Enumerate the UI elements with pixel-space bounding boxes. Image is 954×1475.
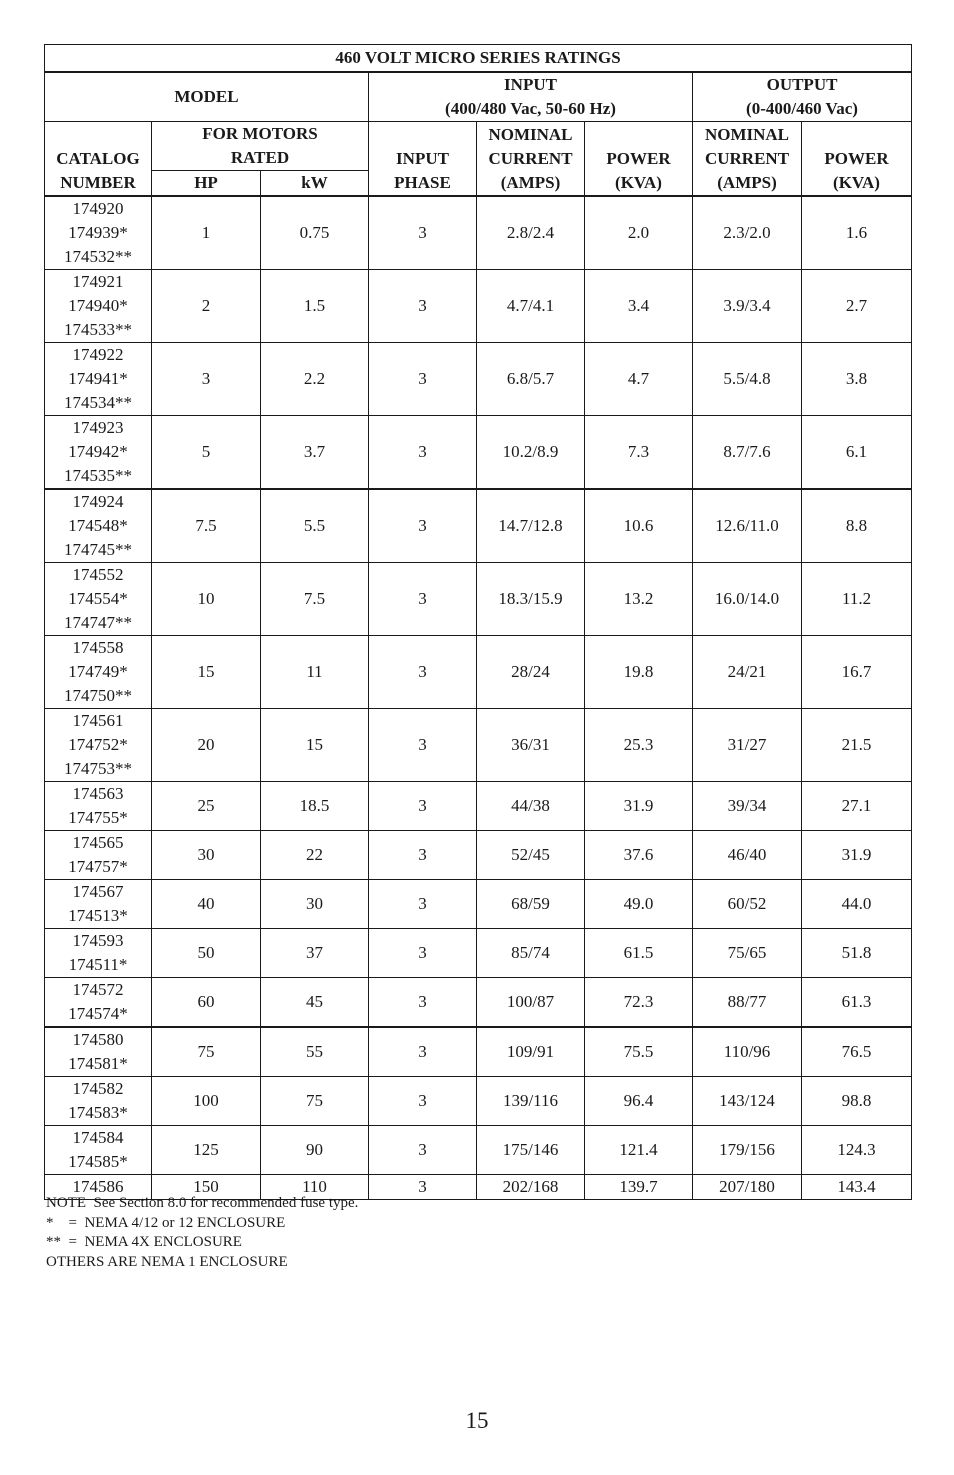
input-phase-value: 3 xyxy=(369,489,477,563)
input-phase-value: 3 xyxy=(369,781,477,830)
catalog-number: 174921 xyxy=(72,271,124,291)
catalog-number: 174565 xyxy=(72,832,124,852)
catalog-number: 174942* xyxy=(68,441,128,461)
catalog-number: 174561 xyxy=(72,710,124,730)
input-current-value: 4.7/4.1 xyxy=(477,269,585,342)
input-phase-value: 3 xyxy=(369,879,477,928)
catalog-number-cell xyxy=(45,928,152,977)
input-phase-value: 3 xyxy=(369,635,477,708)
input-power-value: 37.6 xyxy=(585,830,693,879)
catalog-number-cell xyxy=(45,977,152,1027)
catalog-number-cell xyxy=(45,1027,152,1077)
input-current-value: 109/91 xyxy=(477,1027,585,1077)
table-row xyxy=(45,489,912,563)
input-current-value: 44/38 xyxy=(477,781,585,830)
output-current-value: 143/124 xyxy=(693,1076,802,1125)
input-current-value: 52/45 xyxy=(477,830,585,879)
catalog-number: 174548* xyxy=(68,515,128,535)
table-row xyxy=(45,977,912,1027)
input-power-value: 2.0 xyxy=(585,196,693,270)
input-power-value: 3.4 xyxy=(585,269,693,342)
catalog-number-cell xyxy=(45,342,152,415)
input-phase-header: INPUT PHASE xyxy=(369,121,477,196)
kw-value: 90 xyxy=(261,1125,369,1174)
table-row xyxy=(45,269,912,342)
table-notes xyxy=(46,1194,358,1272)
hp-value: 75 xyxy=(152,1027,261,1077)
output-power-value: 143.4 xyxy=(802,1174,912,1199)
input-power-value: 96.4 xyxy=(585,1076,693,1125)
note-single-star: * = NEMA 4/12 or 12 ENCLOSURE xyxy=(46,1214,286,1231)
input-current-value: 100/87 xyxy=(477,977,585,1027)
table-row xyxy=(45,928,912,977)
kw-value: 45 xyxy=(261,977,369,1027)
input-power-value: 75.5 xyxy=(585,1027,693,1077)
input-phase-value: 3 xyxy=(369,562,477,635)
output-current-value: 179/156 xyxy=(693,1125,802,1174)
output-power-value: 2.7 xyxy=(802,269,912,342)
input-phase-value: 3 xyxy=(369,928,477,977)
kw-value: 2.2 xyxy=(261,342,369,415)
table-row xyxy=(45,1076,912,1125)
output-current-value: 46/40 xyxy=(693,830,802,879)
output-power-value: 11.2 xyxy=(802,562,912,635)
output-current-value: 31/27 xyxy=(693,708,802,781)
output-current-value: 16.0/14.0 xyxy=(693,562,802,635)
output-current-value: 2.3/2.0 xyxy=(693,196,802,270)
output-current-value: 5.5/4.8 xyxy=(693,342,802,415)
kw-value: 15 xyxy=(261,708,369,781)
input-power-value: 139.7 xyxy=(585,1174,693,1199)
catalog-number: 174593 xyxy=(72,930,124,950)
hp-value: 15 xyxy=(152,635,261,708)
catalog-number: 174511* xyxy=(68,954,128,974)
table-row xyxy=(45,1027,912,1077)
catalog-number: 174513* xyxy=(68,905,128,925)
catalog-number: 174533** xyxy=(64,319,132,339)
kw-value: 110 xyxy=(261,1174,369,1199)
input-power-value: 121.4 xyxy=(585,1125,693,1174)
note-others: OTHERS ARE NEMA 1 ENCLOSURE xyxy=(46,1253,288,1270)
catalog-number: 174552 xyxy=(72,564,124,584)
input-current-value: 18.3/15.9 xyxy=(477,562,585,635)
input-phase-value: 3 xyxy=(369,415,477,489)
input-current-value: 175/146 xyxy=(477,1125,585,1174)
output-power-value: 16.7 xyxy=(802,635,912,708)
hp-value: 100 xyxy=(152,1076,261,1125)
catalog-number-cell xyxy=(45,196,152,270)
input-power-value: 13.2 xyxy=(585,562,693,635)
catalog-number-cell xyxy=(45,1076,152,1125)
output-power-value: 21.5 xyxy=(802,708,912,781)
catalog-number-header: CATALOG NUMBER xyxy=(45,121,152,196)
table-row xyxy=(45,1125,912,1174)
input-current-value: 202/168 xyxy=(477,1174,585,1199)
note-fuse: NOTE See Section 8.0 for recommended fuse type. xyxy=(46,1195,359,1211)
kw-value: 22 xyxy=(261,830,369,879)
output-power-value: 124.3 xyxy=(802,1125,912,1174)
output-power-value: 98.8 xyxy=(802,1076,912,1125)
input-group-header: INPUT (400/480 Vac, 50-60 Hz) xyxy=(369,72,693,122)
output-current-value: 24/21 xyxy=(693,635,802,708)
input-phase-value: 3 xyxy=(369,1174,477,1199)
output-power-value: 44.0 xyxy=(802,879,912,928)
table-row xyxy=(45,415,912,489)
kw-value: 5.5 xyxy=(261,489,369,563)
input-phase-value: 3 xyxy=(369,196,477,270)
catalog-number: 174924 xyxy=(72,491,124,511)
input-current-value: 14.7/12.8 xyxy=(477,489,585,563)
table-title: 460 VOLT MICRO SERIES RATINGS xyxy=(45,45,912,72)
catalog-number-cell xyxy=(45,269,152,342)
input-phase-value: 3 xyxy=(369,1076,477,1125)
input-power-header: POWER (KVA) xyxy=(585,121,693,196)
output-power-value: 51.8 xyxy=(802,928,912,977)
hp-value: 60 xyxy=(152,977,261,1027)
hp-value: 2 xyxy=(152,269,261,342)
output-current-value: 8.7/7.6 xyxy=(693,415,802,489)
input-phase-value: 3 xyxy=(369,1125,477,1174)
output-power-value: 76.5 xyxy=(802,1027,912,1077)
output-nominal-current-header: NOMINAL CURRENT (AMPS) xyxy=(693,121,802,196)
hp-value: 7.5 xyxy=(152,489,261,563)
output-power-value: 61.3 xyxy=(802,977,912,1027)
input-phase-value: 3 xyxy=(369,977,477,1027)
output-current-value: 60/52 xyxy=(693,879,802,928)
kw-value: 1.5 xyxy=(261,269,369,342)
ratings-body xyxy=(45,196,912,1200)
output-current-value: 39/34 xyxy=(693,781,802,830)
output-current-value: 207/180 xyxy=(693,1174,802,1199)
catalog-number: 174920 xyxy=(72,198,124,218)
input-phase-value: 3 xyxy=(369,269,477,342)
table-row xyxy=(45,830,912,879)
catalog-number: 174535** xyxy=(64,465,132,485)
kw-header: kW xyxy=(261,170,369,196)
catalog-number: 174583* xyxy=(68,1102,128,1122)
input-phase-value: 3 xyxy=(369,342,477,415)
input-power-value: 25.3 xyxy=(585,708,693,781)
kw-value: 75 xyxy=(261,1076,369,1125)
hp-value: 40 xyxy=(152,879,261,928)
catalog-number: 174922 xyxy=(72,344,124,364)
hp-value: 20 xyxy=(152,708,261,781)
table-row xyxy=(45,708,912,781)
output-power-value: 6.1 xyxy=(802,415,912,489)
catalog-number: 174941* xyxy=(68,368,128,388)
input-power-value: 10.6 xyxy=(585,489,693,563)
table-row xyxy=(45,635,912,708)
output-current-value: 88/77 xyxy=(693,977,802,1027)
output-power-header: POWER (KVA) xyxy=(802,121,912,196)
kw-value: 37 xyxy=(261,928,369,977)
catalog-number: 174572 xyxy=(72,979,124,999)
kw-value: 0.75 xyxy=(261,196,369,270)
input-power-value: 4.7 xyxy=(585,342,693,415)
input-current-value: 6.8/5.7 xyxy=(477,342,585,415)
catalog-number: 174586 xyxy=(72,1176,124,1196)
catalog-number-cell xyxy=(45,781,152,830)
output-power-value: 31.9 xyxy=(802,830,912,879)
table-row xyxy=(45,196,912,270)
catalog-number-cell xyxy=(45,635,152,708)
input-phase-value: 3 xyxy=(369,708,477,781)
input-power-value: 7.3 xyxy=(585,415,693,489)
catalog-number-cell xyxy=(45,489,152,563)
hp-value: 10 xyxy=(152,562,261,635)
output-power-value: 1.6 xyxy=(802,196,912,270)
output-current-value: 3.9/3.4 xyxy=(693,269,802,342)
hp-value: 30 xyxy=(152,830,261,879)
for-motors-rated-header: FOR MOTORS RATED xyxy=(152,121,369,170)
kw-value: 30 xyxy=(261,879,369,928)
catalog-number: 174581* xyxy=(68,1053,128,1073)
catalog-number: 174749* xyxy=(68,661,128,681)
hp-value: 5 xyxy=(152,415,261,489)
catalog-number: 174584 xyxy=(72,1127,124,1147)
table-row xyxy=(45,879,912,928)
output-current-value: 110/96 xyxy=(693,1027,802,1077)
input-nominal-current-header: NOMINAL CURRENT (AMPS) xyxy=(477,121,585,196)
catalog-number-cell xyxy=(45,1125,152,1174)
input-power-value: 19.8 xyxy=(585,635,693,708)
input-current-value: 28/24 xyxy=(477,635,585,708)
kw-value: 3.7 xyxy=(261,415,369,489)
catalog-number: 174534** xyxy=(64,392,132,412)
note-double-star: ** = NEMA 4X ENCLOSURE xyxy=(46,1234,242,1250)
catalog-number: 174582 xyxy=(72,1078,124,1098)
hp-value: 3 xyxy=(152,342,261,415)
hp-value: 150 xyxy=(152,1174,261,1199)
input-current-value: 139/116 xyxy=(477,1076,585,1125)
output-power-value: 27.1 xyxy=(802,781,912,830)
catalog-number: 174567 xyxy=(72,881,124,901)
input-power-value: 61.5 xyxy=(585,928,693,977)
catalog-number-cell xyxy=(45,879,152,928)
input-power-value: 49.0 xyxy=(585,879,693,928)
catalog-number: 174745** xyxy=(64,539,132,559)
output-current-value: 12.6/11.0 xyxy=(693,489,802,563)
hp-value: 125 xyxy=(152,1125,261,1174)
input-current-value: 36/31 xyxy=(477,708,585,781)
catalog-number: 174554* xyxy=(68,588,128,608)
kw-value: 7.5 xyxy=(261,562,369,635)
input-power-value: 72.3 xyxy=(585,977,693,1027)
catalog-number: 174939* xyxy=(68,222,128,242)
table-row xyxy=(45,342,912,415)
input-current-value: 2.8/2.4 xyxy=(477,196,585,270)
catalog-number: 174923 xyxy=(72,417,124,437)
catalog-number: 174747** xyxy=(64,612,132,632)
catalog-number-cell xyxy=(45,830,152,879)
input-current-value: 68/59 xyxy=(477,879,585,928)
input-phase-value: 3 xyxy=(369,1027,477,1077)
hp-value: 1 xyxy=(152,196,261,270)
catalog-number: 174558 xyxy=(72,637,124,657)
catalog-number: 174574* xyxy=(68,1003,128,1023)
catalog-number: 174753** xyxy=(64,758,132,778)
table-row xyxy=(45,562,912,635)
table-row xyxy=(45,781,912,830)
catalog-number: 174580 xyxy=(72,1029,124,1049)
output-power-value: 3.8 xyxy=(802,342,912,415)
catalog-number: 174532** xyxy=(64,246,132,266)
input-current-value: 10.2/8.9 xyxy=(477,415,585,489)
hp-value: 50 xyxy=(152,928,261,977)
input-current-value: 85/74 xyxy=(477,928,585,977)
catalog-number: 174755* xyxy=(68,807,128,827)
catalog-number: 174563 xyxy=(72,783,124,803)
catalog-number: 174750** xyxy=(64,685,132,705)
output-group-header: OUTPUT (0-400/460 Vac) xyxy=(693,72,912,122)
model-group-header: MODEL xyxy=(45,72,369,122)
catalog-number: 174757* xyxy=(68,856,128,876)
kw-value: 55 xyxy=(261,1027,369,1077)
catalog-number: 174752* xyxy=(68,734,128,754)
ratings-table xyxy=(44,44,912,1200)
output-power-value: 8.8 xyxy=(802,489,912,563)
hp-header: HP xyxy=(152,170,261,196)
output-current-value: 75/65 xyxy=(693,928,802,977)
input-power-value: 31.9 xyxy=(585,781,693,830)
catalog-number: 174940* xyxy=(68,295,128,315)
catalog-number-cell xyxy=(45,562,152,635)
input-phase-value: 3 xyxy=(369,830,477,879)
kw-value: 11 xyxy=(261,635,369,708)
catalog-number-cell xyxy=(45,415,152,489)
page-number: 15 xyxy=(465,1408,489,1433)
kw-value: 18.5 xyxy=(261,781,369,830)
hp-value: 25 xyxy=(152,781,261,830)
catalog-number-cell xyxy=(45,708,152,781)
catalog-number: 174585* xyxy=(68,1151,128,1171)
